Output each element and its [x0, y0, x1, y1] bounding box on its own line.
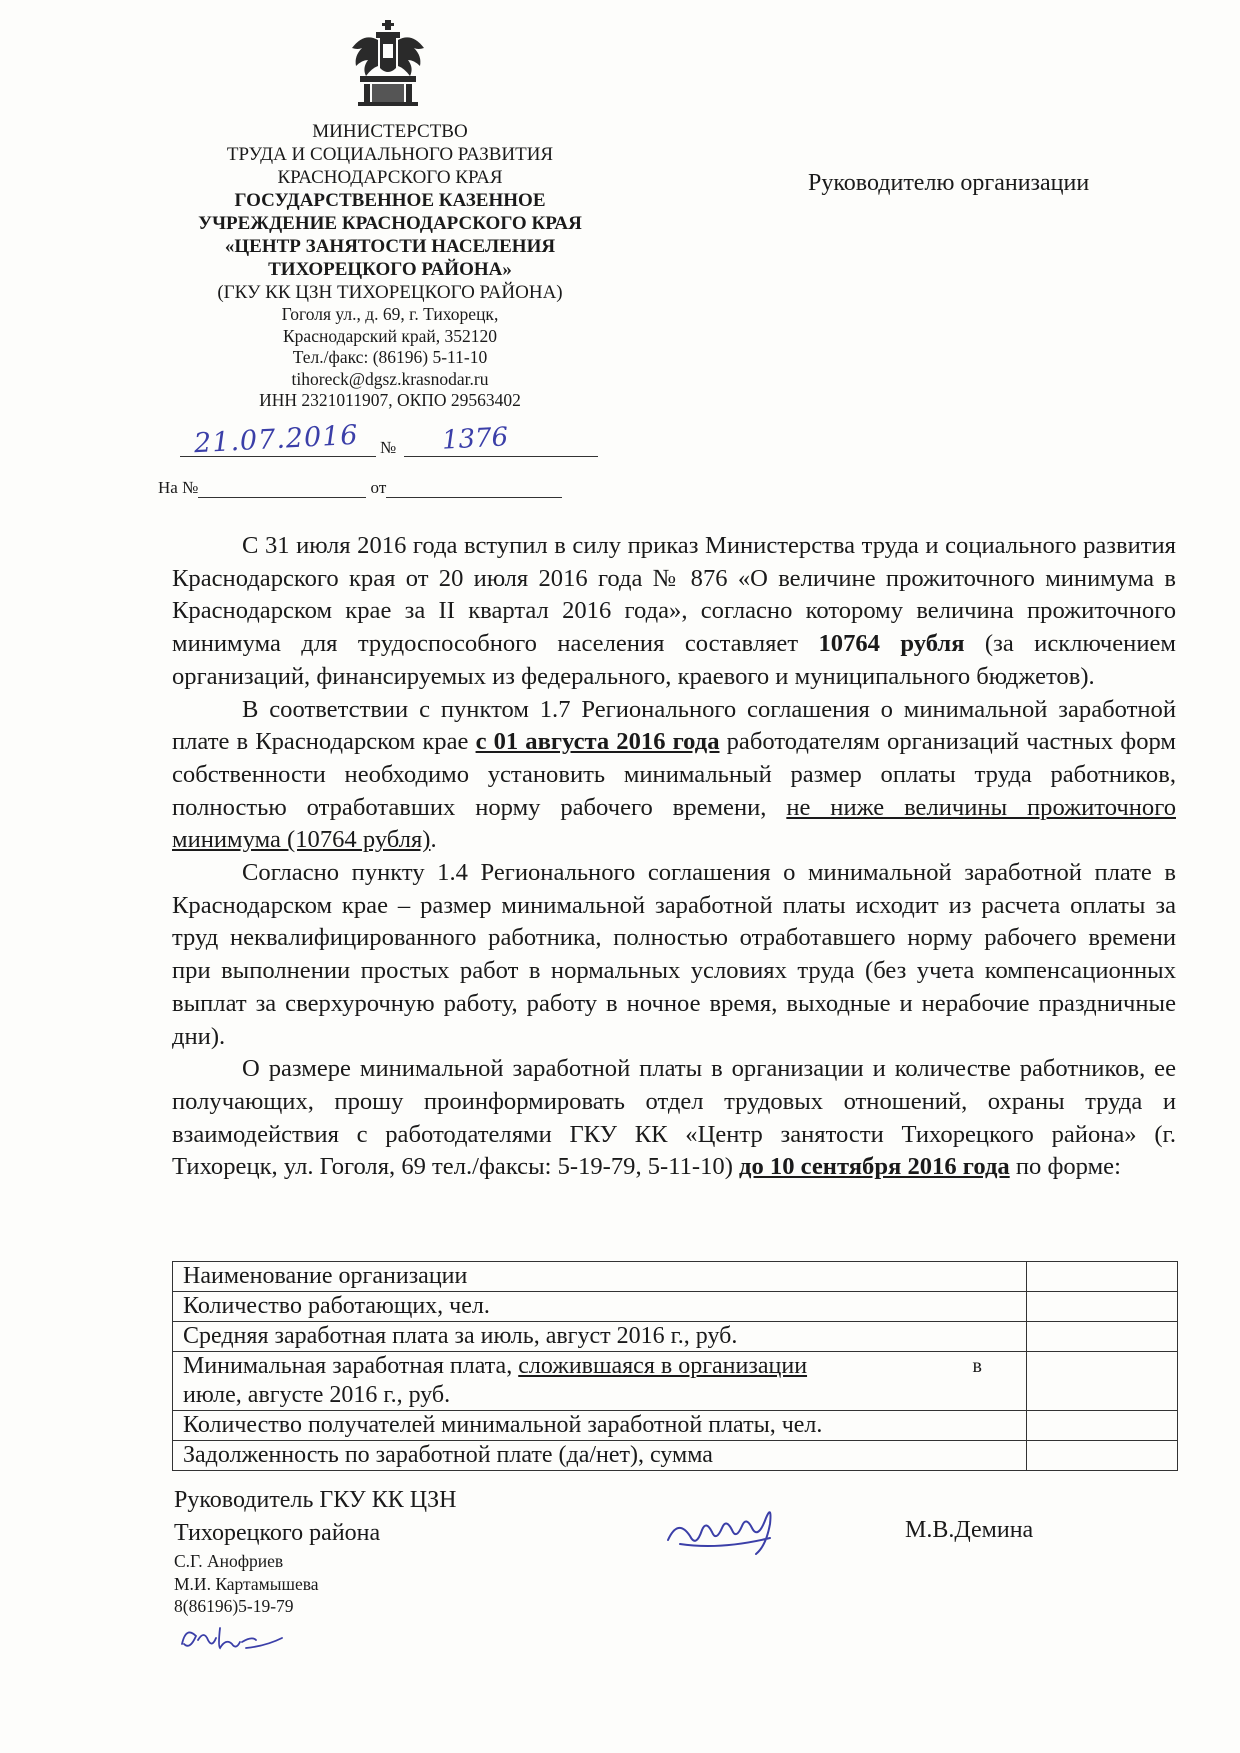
table-cell-label: Задолженность по заработной плате (да/нет), сумма	[173, 1441, 1027, 1471]
minimum-requirement: не ниже величины прожиточного минимума (10764 рубля)	[172, 793, 1176, 854]
tax-id-line: ИНН 2321011907, ОКПО 29563402	[259, 390, 521, 410]
signatory-name: М.В.Демина	[905, 1517, 1034, 1543]
institution-line: «ЦЕНТР ЗАНЯТОСТИ НАСЕЛЕНИЯ	[224, 236, 556, 257]
table-row	[173, 1352, 1178, 1411]
initials-signature	[176, 1618, 286, 1658]
paragraph-3: Согласно пункту 1.4 Регионального соглашения о минимальной заработной плате в Краснодарском крае – размер минимальной заработной платы исходит из расчета оплаты за труд неквалифицированного работника, полностью отработавшего норму рабочего времени при выполнении простых работ в нормальных условиях труда (без учета компенсационных выплат за сверхурочную работу, работу в ночное время, выходные и нерабочие праздничные дни).	[172, 859, 1176, 1050]
handwritten-date: 21.07.2016	[193, 419, 360, 460]
executor-name: М.И. Картамышева	[174, 1573, 319, 1594]
executor-name: С.Г. Анофриев	[174, 1551, 284, 1571]
table-cell-value	[1027, 1322, 1178, 1352]
ministry-line: ТРУДА И СОЦИАЛЬНОГО РАЗВИТИЯ	[226, 144, 554, 165]
signatory-position: Руководитель ГКУ КК ЦЗН Тихорецкого района	[174, 1487, 457, 1546]
phone-line: Тел./факс: (86196) 5-11-10	[292, 347, 488, 367]
ministry-line: КРАСНОДАРСКОГО КРАЯ	[277, 167, 503, 188]
coat-of-arms-icon	[350, 18, 426, 108]
executor-phone: 8(86196)5-19-79	[174, 1596, 294, 1616]
address-line: Гоголя ул., д. 69, г. Тихорецк,	[281, 304, 499, 324]
date-number-line	[180, 419, 600, 460]
institution-line: ТИХОРЕЦКОГО РАЙОНА»	[268, 259, 512, 280]
table-cell-label: Количество получателей минимальной заработной платы, чел.	[173, 1411, 1027, 1441]
address-line: Краснодарский край, 352120	[283, 325, 497, 346]
number-underline	[404, 456, 598, 457]
reply-number-label: На №	[158, 478, 199, 497]
table-row	[173, 1292, 1178, 1322]
email-line: tihoreck@dgsz.krasnodar.ru	[291, 368, 489, 389]
reply-number-blank	[198, 481, 366, 498]
letter-body	[172, 530, 1176, 1184]
paragraph-2: В соответствии с пунктом 1.7 Регионального соглашения о минимальной заработной плате в Краснодарском крае с 01 августа 2016 года работодателям организаций частных форм собственности необходимо установить минимальный размер оплаты труда работников, полностью отработавших норму рабочего времени, не ниже величины прожиточного минимума (10764 рубля).	[172, 695, 1176, 854]
paragraph-4: О размере минимальной заработной платы в организации и количестве работников, ее получающих, прошу проинформировать отдел трудовых отношений, охраны труда и взаимодействия с работодателями ГКУ КК «Центр занятости Тихорецкого района» (г. Тихорецк, ул. Гоголя, 69 тел./факсы: 5-19-79, 5-11-10) до 10 сентября 2016 года по форме:	[172, 1055, 1176, 1181]
ministry-line: МИНИСТЕРСТВО	[312, 121, 468, 142]
institution-line: ГОСУДАРСТВЕННОЕ КАЗЕННОЕ	[234, 190, 546, 211]
table-cell-label: Количество работающих, чел.	[173, 1292, 1027, 1322]
number-label: №	[380, 438, 397, 457]
table-cell-value	[1027, 1262, 1178, 1292]
table-cell-value	[1027, 1441, 1178, 1471]
handwritten-number: 1376	[441, 422, 509, 456]
reply-date-blank	[386, 481, 562, 498]
table-cell-label: Средняя заработная плата за июль, август 2016 г., руб.	[173, 1322, 1027, 1352]
table-cell-label: в Минимальная заработная плата, сложившаяся в организации июле, августе 2016 г., руб.	[173, 1352, 1027, 1411]
handwritten-signature	[660, 1500, 800, 1570]
table-cell-value	[1027, 1292, 1178, 1322]
table-row	[173, 1322, 1178, 1352]
table-row	[173, 1411, 1178, 1441]
reply-reference-line	[158, 478, 608, 504]
addressee: Руководителю организации	[808, 170, 1090, 196]
table-cell-value	[1027, 1411, 1178, 1441]
table-row	[173, 1441, 1178, 1471]
institution-short-name: (ГКУ КК ЦЗН ТИХОРЕЦКОГО РАЙОНА)	[217, 282, 563, 303]
deadline-date: до 10 сентября 2016 года	[739, 1153, 1010, 1181]
table-row	[173, 1262, 1178, 1292]
minimum-amount: 10764 рубля	[818, 630, 965, 658]
table-cell-value	[1027, 1352, 1178, 1411]
sender-block	[150, 120, 630, 412]
effective-date: с 01 августа 2016 года	[475, 728, 720, 756]
paragraph-1: С 31 июля 2016 года вступил в силу приказ Министерства труда и социального развития Краснодарского края от 20 июля 2016 года № 876 «О величине прожиточного минимума в Краснодарском крае за II квартал 2016 года», согласно которому величина прожиточного минимума для трудоспособного населения составляет 10764 рубля (за исключением организаций, финансируемых из федерального, краевого и муниципального бюджетов).	[172, 532, 1176, 690]
table-cell-label: Наименование организации	[173, 1262, 1027, 1292]
report-form-table	[172, 1261, 1178, 1471]
executors-block	[174, 1550, 319, 1618]
institution-line: УЧРЕЖДЕНИЕ КРАСНОДАРСКОГО КРАЯ	[198, 213, 582, 234]
reply-from-label: от	[370, 478, 387, 497]
